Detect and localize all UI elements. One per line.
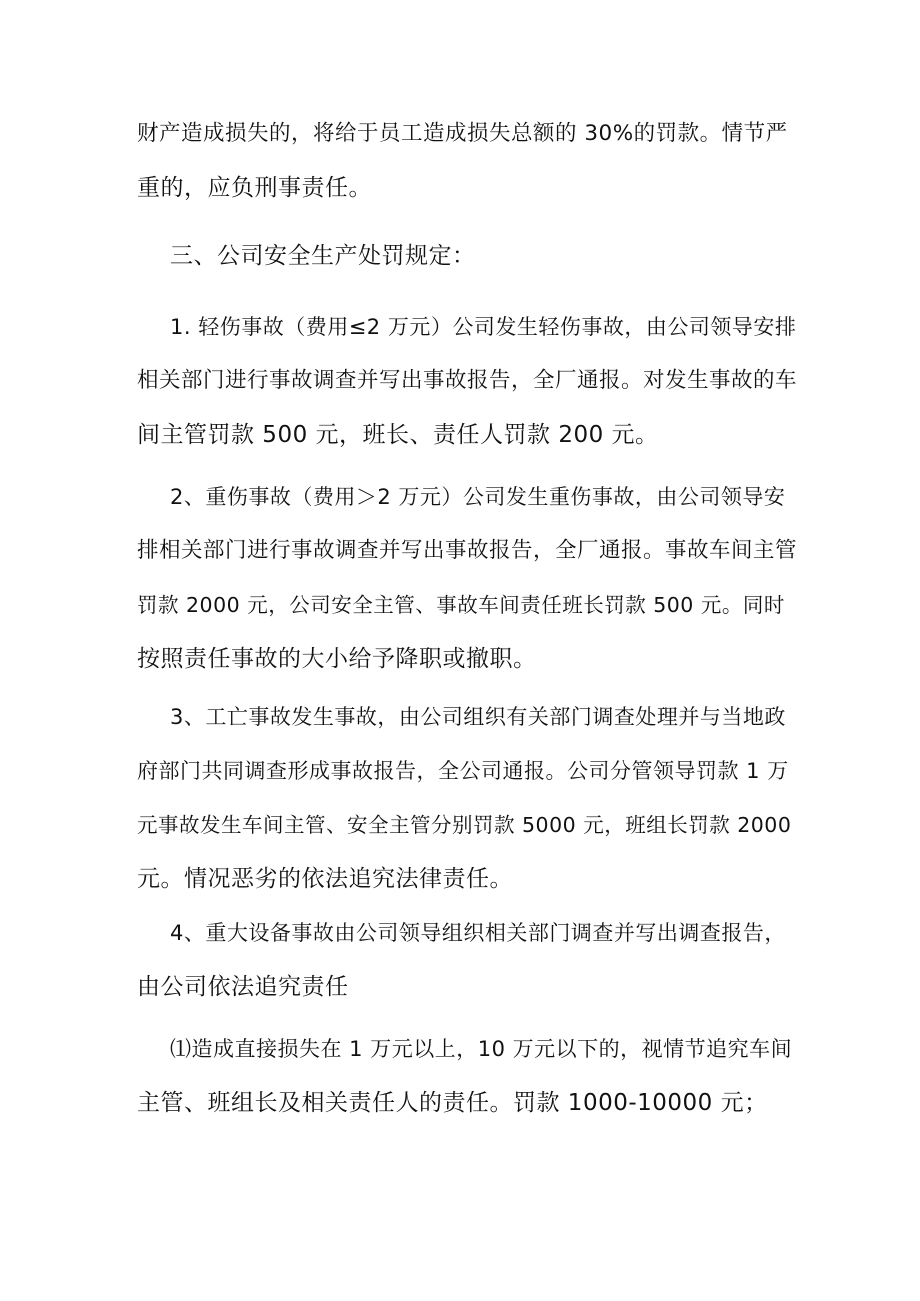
- text-line: 按照责任事故的大小给予降职或撤职。: [137, 646, 537, 672]
- paragraph-property-loss-penalty: [137, 107, 797, 215]
- paragraph-fatal-accident: [137, 690, 797, 906]
- text-line: 主管、班组长及相关责任人的责任。罚款 1000-10000 元；: [137, 1090, 768, 1116]
- text-line: 重的，应负刑事责任。: [137, 175, 372, 201]
- text-line: 元事故发生车间主管、安全主管分别罚款 5000 元，班组长罚款 2000: [137, 813, 792, 837]
- paragraph-minor-injury: [137, 300, 797, 462]
- paragraph-serious-injury: [137, 470, 797, 686]
- text-line: 相关部门进行事故调查并写出事故报告，全厂通报。对发生事故的车: [137, 368, 798, 393]
- text-line: 间主管罚款 500 元，班长、责任人罚款 200 元。: [137, 422, 659, 448]
- text-line: 罚款 2000 元，公司安全主管、事故车间责任班长罚款 500 元。同时: [137, 593, 785, 617]
- text-line: 2、重伤事故（费用＞2 万元）公司发生重伤事故，由公司领导安: [170, 485, 786, 509]
- text-line: ⑴造成直接损失在 1 万元以上，10 万元以下的，视情节追究车间: [170, 1037, 793, 1061]
- text-line: 1. 轻伤事故（费用≤2 万元）公司发生轻伤事故，由公司领导安排: [170, 315, 797, 339]
- section-heading-safety-penalties: [137, 229, 797, 283]
- text-line: 府部门共同调查形成事故报告，全公司通报。公司分管领导罚款 1 万: [137, 759, 789, 783]
- text-line: 由公司依法追究责任: [137, 974, 349, 1000]
- paragraph-direct-loss-clause: [137, 1022, 797, 1130]
- text-line: 财产造成损失的，将给于员工造成损失总额的 30%的罚款。情节严: [137, 121, 788, 146]
- text-line: 3、工亡事故发生事故，由公司组织有关部门调查处理并与当地政: [170, 705, 786, 729]
- paragraph-major-equipment-accident: [137, 906, 797, 1014]
- text-line: 元。情况恶劣的依法追究法律责任。: [137, 866, 513, 892]
- text-line: 4、重大设备事故由公司领导组织相关部门调查并写出调查报告，: [170, 921, 786, 945]
- section-heading-text: 三、公司安全生产处罚规定：: [170, 243, 476, 269]
- text-line: 排相关部门进行事故调查并写出事故报告，全厂通报。事故车间主管: [137, 538, 798, 563]
